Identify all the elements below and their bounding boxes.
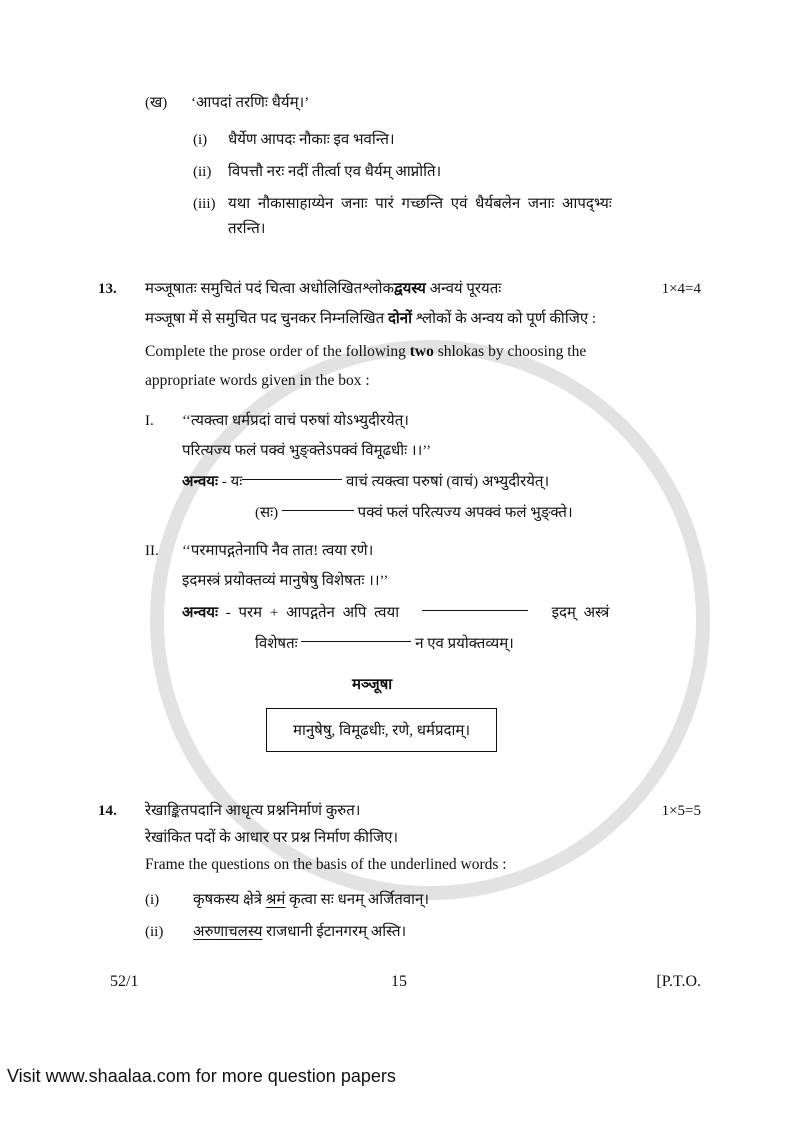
question-number: 13. [98,281,117,297]
paper-code: 52/1 [110,973,139,990]
shloka-label: II. [145,543,159,559]
q13-sanskrit-instruction: मञ्जूषातः समुचितं पदं चित्वा अधोलिखितश्लोकद्वयस्य अन्वयं पूरयतः [145,281,502,297]
q13-english-instruction-cont: appropriate words given in the box : [145,372,370,389]
q13-hindi-instruction: मञ्जूषा में से समुचित पद चुनकर निम्नलिखित दोनों श्लोकों के अन्वय को पूर्ण कीजिए : [145,311,597,327]
answer-blank[interactable] [301,641,411,642]
shloka-line: ‘‘त्यक्त्वा धर्मप्रदां वाचं परुषां योऽभ्युदीरयेत्। [182,413,409,429]
anvaya-line: अन्वयः - यः वाचं त्यक्त्वा परुषां (वाचं) अभ्युदीरयेत्। [182,474,550,490]
q14-english-instruction: Frame the questions on the basis of the underlined words : [145,856,507,873]
q13-english-instruction: Complete the prose order of the following two shlokas by choosing the [145,343,587,360]
shloka-line: परित्यज्य फलं पक्वं भुङ्क्तेऽपक्वं विमूढधीः ।।’’ [182,443,432,459]
item-text: अरुणाचलस्य राजधानी ईटानगरम् अस्ति। [193,924,407,940]
shloka-line: ‘‘परमापद्गतेनापि नैव तात! त्वया रणे। [182,543,374,559]
option-text: विपत्तौ नरः नदीं तीर्त्वा एव धैर्यम् आप्नोति। [228,164,442,180]
anvaya-line: अन्वयः - परम + आपद्गतेन अपि त्वया इदम् अस्त्रं [182,605,610,621]
answer-blank[interactable] [242,479,342,480]
item-label: (ii) [145,924,164,940]
word-box-title: मञ्जूषा [352,677,393,693]
item-label: (i) [145,892,160,908]
answer-blank[interactable] [422,610,528,611]
q12b-title: ‘आपदां तरणिः धैर्यम्।’ [191,95,310,111]
marks: 1×4=4 [661,281,701,297]
question-number: 14. [98,803,117,819]
q12b-label: (ख) [145,95,168,111]
option-text-cont: तरन्ति। [228,221,266,237]
item-text: कृषकस्य क्षेत्रे श्रमं कृत्वा सः धनम् अर्जितवान्। [193,892,430,908]
word-box-words: मानुषेषु, विमूढधीः, रणे, धर्मप्रदाम्। [292,723,471,739]
word-box [266,708,497,752]
option-text: यथा नौकासाहाय्येन जनाः पारं गच्छन्ति एवं धैर्यबलेन जनाः आपद्भ्यः [228,196,612,212]
shloka-line: इदमस्त्रं प्रयोक्तव्यं मानुषेषु विशेषतः ।।’’ [182,573,389,589]
visit-link[interactable]: Visit www.shaalaa.com for more question papers [7,1066,396,1086]
option-label: (i) [193,132,208,148]
q14-sanskrit-instruction: रेखाङ्कितपदानि आधृत्य प्रश्ननिर्माणं कुरुत। [145,803,361,819]
answer-blank[interactable] [282,510,354,511]
option-text: धैर्येण आपदः नौकाः इव भवन्ति। [228,132,395,148]
pto: [P.T.O. [656,973,701,990]
page-number: 15 [391,973,407,990]
marks: 1×5=5 [661,803,701,819]
shloka-label: I. [145,413,154,429]
q14-hindi-instruction: रेखांकित पदों के आधार पर प्रश्न निर्माण कीजिए। [145,830,399,846]
anvaya-line: विशेषतः न एव प्रयोक्तव्यम्। [255,636,514,652]
anvaya-line: (सः) पक्वं फलं परित्यज्य अपक्वं फलं भुङ्क्ते। [255,505,573,521]
option-label: (iii) [193,196,216,212]
option-label: (ii) [193,164,212,180]
